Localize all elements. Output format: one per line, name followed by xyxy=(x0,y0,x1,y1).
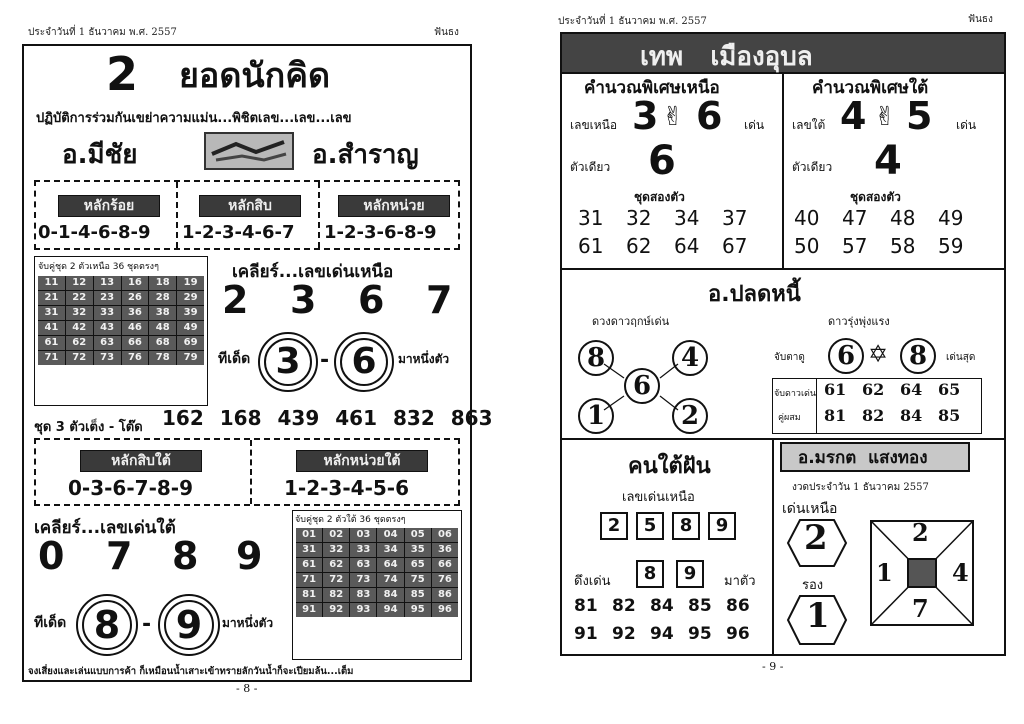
left-name-samran: อ.สำราญ xyxy=(312,140,419,170)
grid-cell: 72 xyxy=(323,573,349,587)
digits-hundreds: 0-1-4-6-8-9 xyxy=(38,222,151,243)
mid-box-divider xyxy=(250,440,252,504)
grid-cell: 85 xyxy=(405,588,431,602)
set3-number: 162 xyxy=(162,406,204,430)
grid-cell: 71 xyxy=(38,351,65,365)
clear-bot-digit-3: 8 xyxy=(172,534,199,578)
tiedet-top-num-1: 3 xyxy=(264,338,312,386)
grid-cell: 32 xyxy=(66,306,93,320)
tag-hundreds: หลักร้อย xyxy=(58,195,160,217)
dream-row-1 xyxy=(574,596,770,616)
clear-bot-digit-1: 0 xyxy=(38,534,65,578)
grid-cell: 38 xyxy=(149,306,176,320)
grid-top-label: จับคู่ชุด 2 ตัวเหนือ 36 ชุดตรงๆ xyxy=(38,262,159,272)
tag-units: หลักหน่วย xyxy=(338,195,450,217)
grid-cell: 61 xyxy=(296,558,322,572)
dream-number: 85 xyxy=(688,596,712,616)
dream-number: 81 xyxy=(574,596,598,616)
left-page xyxy=(14,20,493,710)
pair-number: 61 xyxy=(824,380,847,399)
grid-cell: 41 xyxy=(38,321,65,335)
two-set-number: 48 xyxy=(890,206,916,230)
left-subtitle: ปฏิบัติการร่วมกันเขย่าความแม่น...พิชิตเลข...เลข...เลข xyxy=(36,111,352,126)
ma-label: มาตัว xyxy=(724,574,756,589)
two-set-number: 62 xyxy=(626,234,652,258)
two-set-number: 31 xyxy=(578,206,604,230)
star-num-6: 6 xyxy=(624,368,660,404)
north-two-set-label: ชุดสองตัว xyxy=(634,190,685,204)
pair-number: 85 xyxy=(938,406,961,425)
tiedet-top-dash: - xyxy=(320,348,330,373)
digits-units-south: 1-2-3-4-5-6 xyxy=(284,476,409,500)
grid-cell: 16 xyxy=(122,276,149,290)
digits-tens-south: 0-3-6-7-8-9 xyxy=(68,476,193,500)
grid-bot-label: จับคู่ชุด 2 ตัวใต้ 36 ชุดตรงๆ xyxy=(295,515,406,525)
two-set-number: 37 xyxy=(722,206,748,230)
tiedet-bot-num-1: 8 xyxy=(82,600,132,650)
grid-cell: 95 xyxy=(405,603,431,617)
grid-cell: 84 xyxy=(377,588,403,602)
grid-cell: 73 xyxy=(350,573,376,587)
tiedet-top-num-2: 6 xyxy=(340,338,388,386)
grid-cell: 01 xyxy=(296,528,322,542)
mid-title: อ.ปลดหนี้ xyxy=(708,282,801,307)
right-bottom-divider xyxy=(772,438,774,656)
grid-cell: 76 xyxy=(122,351,149,365)
two-set-number: 61 xyxy=(578,234,604,258)
south-single: 4 xyxy=(874,138,902,184)
best-label: เด่นสุด xyxy=(946,352,976,363)
tiedet-top-label: ทีเด็ด xyxy=(218,351,251,367)
grid-cell: 78 xyxy=(149,351,176,365)
mk-rong-label: รอง xyxy=(802,578,824,593)
pair-row-1 xyxy=(824,380,984,399)
victory-hand-icon-north: ✌ xyxy=(662,102,684,132)
dream-title: คนใต้ฝัน xyxy=(628,454,711,479)
pair-table-divider xyxy=(816,378,817,434)
left-header-brand: ฟันธง xyxy=(434,27,459,38)
north-title: คำนวณพิเศษเหนือ xyxy=(584,78,720,98)
pair-number: 62 xyxy=(862,380,885,399)
grid-cell: 81 xyxy=(296,588,322,602)
grid-cell: 18 xyxy=(149,276,176,290)
grid-cell: 23 xyxy=(94,291,121,305)
star-num-1: 1 xyxy=(578,398,614,434)
pull-box-1: 8 xyxy=(636,560,664,588)
grid-cell: 35 xyxy=(405,543,431,557)
north-single-label: ตัวเดียว xyxy=(570,160,611,174)
mk-title: อ.มรกต แสงทอง xyxy=(798,448,928,468)
grid-cell: 29 xyxy=(177,291,204,305)
right-page-number: - 9 - xyxy=(762,660,784,673)
grid-cell: 66 xyxy=(122,336,149,350)
grid-cell: 62 xyxy=(66,336,93,350)
two-set-number: 32 xyxy=(626,206,652,230)
set3-number: 863 xyxy=(450,406,493,430)
grid-cell: 75 xyxy=(405,573,431,587)
star-num-8: 8 xyxy=(578,340,614,376)
grid-cell: 36 xyxy=(432,543,458,557)
grid-cell: 06 xyxy=(432,528,458,542)
dream-number: 95 xyxy=(688,624,712,644)
south-pair-label: เลขใต้ xyxy=(792,118,826,132)
grid-cell: 96 xyxy=(432,603,458,617)
grid-cell: 22 xyxy=(66,291,93,305)
watch-num-8: 8 xyxy=(900,338,936,374)
clear-bot-label: เคลียร์...เลขเด่นใต้ xyxy=(34,518,176,538)
two-set-number: 67 xyxy=(722,234,748,258)
clear-top-digit-2: 3 xyxy=(290,278,317,322)
digits-units: 1-2-3-6-8-9 xyxy=(324,222,437,243)
grid-cell: 28 xyxy=(149,291,176,305)
clear-top-digit-3: 6 xyxy=(358,278,385,322)
victory-hand-icon-south: ✌ xyxy=(874,102,896,132)
grid-cell: 03 xyxy=(350,528,376,542)
rising-title: ดาวรุ่งพุ่งแรง xyxy=(828,315,890,328)
grid-cell: 66 xyxy=(432,558,458,572)
grid-cell: 11 xyxy=(38,276,65,290)
grid-cell: 12 xyxy=(66,276,93,290)
mk-den-label: เด่นเหนือ xyxy=(782,501,838,517)
dream-box-3: 8 xyxy=(672,512,700,540)
dream-number: 92 xyxy=(612,624,636,644)
main-one-label-top: มาหนึ่งตัว xyxy=(398,352,450,366)
grid-cell: 49 xyxy=(177,321,204,335)
grid-cell: 63 xyxy=(350,558,376,572)
clear-top-label: เคลียร์...เลขเด่นเหนือ xyxy=(232,262,394,282)
grid-cell: 02 xyxy=(323,528,349,542)
dream-box-4: 9 xyxy=(708,512,736,540)
grid-cell: 33 xyxy=(94,306,121,320)
two-set-number: 58 xyxy=(890,234,916,258)
right-section-rule-2 xyxy=(562,438,1004,440)
set3-number: 168 xyxy=(219,406,262,430)
right-header-date: ประจำวันที่ 1 ธันวาคม พ.ศ. 2557 xyxy=(558,16,707,27)
grid-cell: 26 xyxy=(122,291,149,305)
grid-cell: 19 xyxy=(177,276,204,290)
grid-cell: 62 xyxy=(323,558,349,572)
clear-top-digit-1: 2 xyxy=(222,278,249,322)
clear-bot-digit-2: 7 xyxy=(106,534,133,578)
watch-label: จับตาดู xyxy=(774,352,805,363)
north-sets xyxy=(578,204,778,260)
grid-cell: 93 xyxy=(350,603,376,617)
grid-cell: 92 xyxy=(323,603,349,617)
grid-cell: 68 xyxy=(149,336,176,350)
grid-cell: 36 xyxy=(122,306,149,320)
right-header-brand: ฟันธง xyxy=(968,14,993,25)
grid-cell: 63 xyxy=(94,336,121,350)
top-box-divider-2 xyxy=(318,182,320,248)
mk-sub: 1 xyxy=(806,596,830,636)
grid-cell: 83 xyxy=(350,588,376,602)
pair-number: 64 xyxy=(900,380,923,399)
dream-box-1: 2 xyxy=(600,512,628,540)
star-num-2: 2 xyxy=(672,398,708,434)
mk-diag-left: 1 xyxy=(876,558,893,587)
grid-cell: 32 xyxy=(323,543,349,557)
set3-values xyxy=(162,406,509,430)
north-pair-1: 3 xyxy=(632,94,659,138)
tag-tens-south: หลักสิบใต้ xyxy=(80,450,202,472)
mk-date: งวดประจำวัน 1 ธันวาคม 2557 xyxy=(792,482,929,493)
left-title-number: 2 xyxy=(106,47,139,101)
grid-cell: 31 xyxy=(296,543,322,557)
south-single-label: ตัวเดียว xyxy=(792,160,833,174)
clear-bot-digit-4: 9 xyxy=(236,534,263,578)
grid-cell: 65 xyxy=(405,558,431,572)
grid-cell: 33 xyxy=(350,543,376,557)
two-set-number: 59 xyxy=(938,234,964,258)
grid-cell: 86 xyxy=(432,588,458,602)
pair-label-1: จับดาวเด่น xyxy=(774,389,817,399)
grid-cell: 04 xyxy=(377,528,403,542)
dream-row-2 xyxy=(574,624,770,644)
main-one-label-bot: มาหนึ่งตัว xyxy=(222,616,274,630)
south-den-label: เด่น xyxy=(956,118,977,132)
pull-box-2: 9 xyxy=(676,560,704,588)
right-page xyxy=(548,6,1012,706)
set3-number: 832 xyxy=(393,406,435,430)
grid-cell: 05 xyxy=(405,528,431,542)
grid-cell: 72 xyxy=(66,351,93,365)
grid-cell: 69 xyxy=(177,336,204,350)
tiedet-bot-num-2: 9 xyxy=(164,600,214,650)
pair-number: 82 xyxy=(862,406,885,425)
grid-cell: 13 xyxy=(94,276,121,290)
two-set-number: 50 xyxy=(794,234,820,258)
footer-note: จงเสี่ยงและเล่นแบบการค้า ก็เหมือนน้ำเสาะเข้าทรายลักวันน้ำก็จะเปียมล้น...เต็ม xyxy=(28,666,354,677)
dream-number: 96 xyxy=(726,624,750,644)
two-set-number: 47 xyxy=(842,206,868,230)
clear-top-digit-4: 7 xyxy=(426,278,453,322)
pair-number: 65 xyxy=(938,380,961,399)
mk-diag-right: 4 xyxy=(952,558,969,587)
grid-cell: 46 xyxy=(122,321,149,335)
north-pair-label: เลขเหนือ xyxy=(570,118,618,132)
dream-number: 82 xyxy=(612,596,636,616)
tiedet-bot-label: ทีเด็ด xyxy=(34,615,67,631)
watch-num-6: 6 xyxy=(828,338,864,374)
grid-cell: 71 xyxy=(296,573,322,587)
pair-row-2 xyxy=(824,406,984,425)
mk-diag-bottom: 7 xyxy=(912,594,929,623)
grid-cell: 64 xyxy=(377,558,403,572)
digits-tens: 1-2-3-4-6-7 xyxy=(182,222,295,243)
south-two-set-label: ชุดสองตัว xyxy=(850,190,901,204)
tag-units-south: หลักหน่วยใต้ xyxy=(296,450,428,472)
dream-box-2: 5 xyxy=(636,512,664,540)
pair-number: 84 xyxy=(900,406,923,425)
grid-cell: 82 xyxy=(323,588,349,602)
tag-tens: หลักสิบ xyxy=(199,195,301,217)
grid-bot-numbers xyxy=(296,528,458,617)
north-den-label: เด่น xyxy=(744,118,765,132)
right-title: เทพ เมืองอุบล xyxy=(640,42,813,72)
set3-label: ชุด 3 ตัวเต็ง - โต๊ด xyxy=(34,420,143,435)
left-title-text: ยอดนักคิด xyxy=(179,56,331,96)
top-box-divider-1 xyxy=(176,182,178,248)
grid-cell: 73 xyxy=(94,351,121,365)
north-single: 6 xyxy=(648,138,676,184)
dream-number: 86 xyxy=(726,596,750,616)
set3-number: 439 xyxy=(277,406,320,430)
south-pair-2: 5 xyxy=(906,94,933,138)
star-num-4: 4 xyxy=(672,340,708,376)
two-set-number: 57 xyxy=(842,234,868,258)
dream-number: 84 xyxy=(650,596,674,616)
star-of-david-icon: ✡ xyxy=(868,340,889,368)
grid-cell: 76 xyxy=(432,573,458,587)
left-header-date: ประจำวันที่ 1 ธันวาคม พ.ศ. 2557 xyxy=(28,27,177,38)
tiedet-bot-dash: - xyxy=(142,612,152,637)
grid-cell: 21 xyxy=(38,291,65,305)
pair-number: 81 xyxy=(824,406,847,425)
grid-cell: 94 xyxy=(377,603,403,617)
south-title: คำนวณพิเศษใต้ xyxy=(812,78,929,98)
handshake-icon xyxy=(204,132,294,170)
two-set-number: 34 xyxy=(674,206,700,230)
grid-cell: 43 xyxy=(94,321,121,335)
grid-cell: 91 xyxy=(296,603,322,617)
pull-label: ดึงเด่น xyxy=(574,574,611,589)
two-set-number: 49 xyxy=(938,206,964,230)
right-top-divider xyxy=(782,72,784,268)
south-pair-1: 4 xyxy=(840,94,867,138)
grid-cell: 74 xyxy=(377,573,403,587)
set3-number: 461 xyxy=(335,406,377,430)
mk-main: 2 xyxy=(804,518,828,558)
grid-cell: 34 xyxy=(377,543,403,557)
grid-cell: 79 xyxy=(177,351,204,365)
grid-cell: 42 xyxy=(66,321,93,335)
dream-label: เลขเด่นเหนือ xyxy=(622,490,695,505)
right-section-rule-1 xyxy=(562,268,1004,270)
grid-cell: 48 xyxy=(149,321,176,335)
two-set-number: 64 xyxy=(674,234,700,258)
grid-cell: 61 xyxy=(38,336,65,350)
grid-cell: 31 xyxy=(38,306,65,320)
two-set-number: 40 xyxy=(794,206,820,230)
north-pair-2: 6 xyxy=(696,94,723,138)
star-title: ดวงดาวฤกษ์เด่น xyxy=(592,315,670,328)
grid-top-numbers xyxy=(38,276,204,365)
south-sets xyxy=(794,204,994,260)
grid-cell: 39 xyxy=(177,306,204,320)
pair-label-2: คู่ผสม xyxy=(778,413,801,423)
left-page-number: - 8 - xyxy=(236,682,258,695)
dream-number: 91 xyxy=(574,624,598,644)
dream-number: 94 xyxy=(650,624,674,644)
left-name-mechai: อ.มีชัย xyxy=(62,140,138,170)
mk-diag-top: 2 xyxy=(912,518,929,547)
